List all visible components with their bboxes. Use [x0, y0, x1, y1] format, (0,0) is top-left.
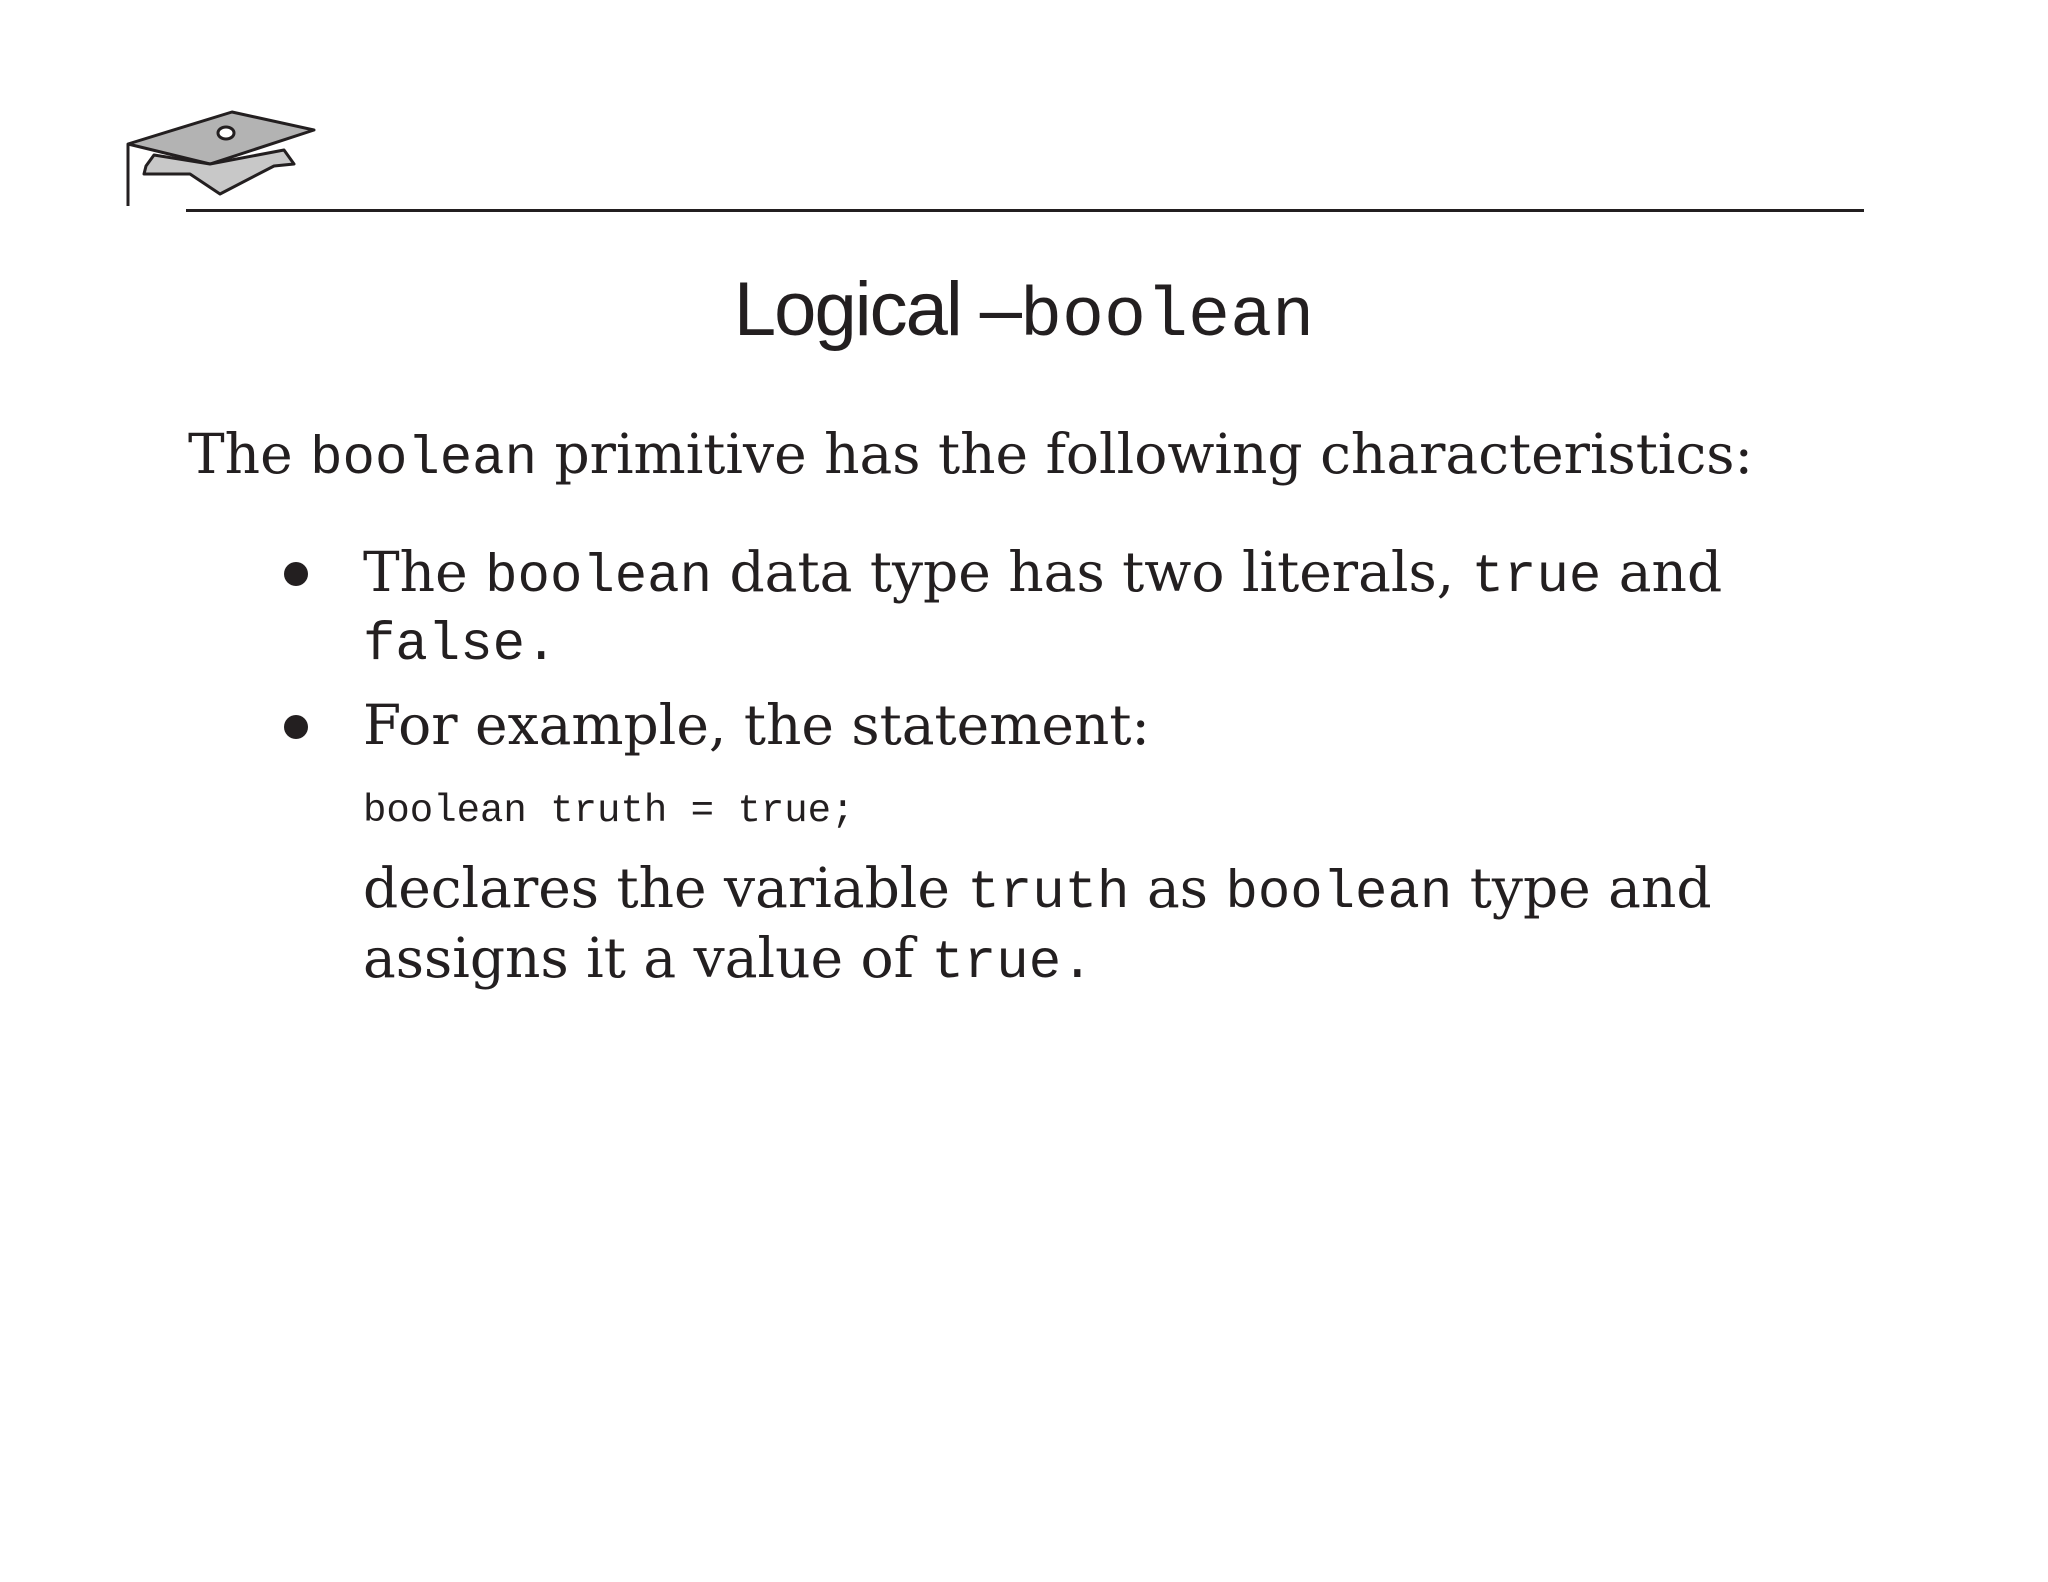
bullet-1-part1: The — [363, 540, 468, 604]
explanation-part2: as — [1146, 856, 1208, 920]
explanation-line2-keyword: true. — [931, 933, 1094, 994]
slide-title — [0, 262, 2048, 366]
bullet-1-line-2 — [363, 605, 557, 681]
graduation-cap-icon — [124, 108, 324, 212]
explanation-line-1 — [363, 853, 1712, 929]
bullet-1-keyword-1: boolean — [485, 547, 712, 608]
explanation-keyword-2: boolean — [1225, 863, 1453, 924]
code-example: boolean truth = true; — [363, 789, 855, 833]
intro-text — [188, 418, 1753, 496]
bullet-2-text: For example, the statement: — [363, 693, 1150, 757]
bullet-1-part3: and — [1618, 540, 1723, 604]
bullet-1-keyword-3: false. — [363, 615, 558, 676]
title-dash: – — [979, 267, 1021, 352]
explanation-part1: declares the variable — [363, 856, 950, 920]
intro-before: The — [188, 422, 293, 486]
bullet-1-part2: data type has two literals, — [729, 540, 1455, 604]
bullet-dot-2 — [284, 715, 308, 739]
explanation-line-2 — [363, 923, 1094, 999]
header-rule — [186, 209, 1864, 212]
title-word: Logical — [733, 267, 961, 352]
explanation-line2-part1: assigns it a value of — [363, 926, 914, 990]
bullet-1-keyword-2: true — [1471, 547, 1602, 608]
title-keyword: boolean — [1020, 278, 1315, 357]
intro-after: primitive has the following characteristics: — [554, 422, 1754, 486]
bullet-1-line-1 — [363, 537, 1722, 613]
intro-keyword: boolean — [310, 429, 537, 490]
bullet-dot-1 — [284, 562, 308, 586]
explanation-keyword-1: truth — [967, 863, 1130, 924]
explanation-part3: type and — [1469, 856, 1712, 920]
